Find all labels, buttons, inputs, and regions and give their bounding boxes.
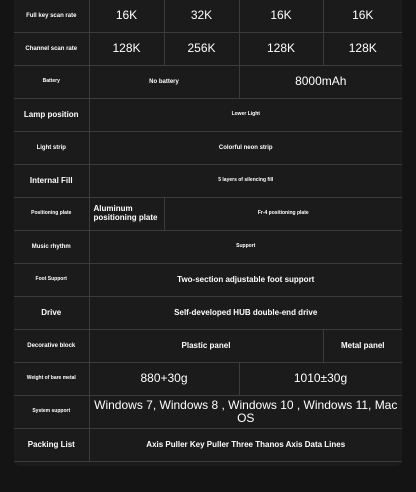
table-row	[14, 363, 402, 396]
row-label: Lamp position	[14, 99, 89, 132]
table-row	[14, 165, 402, 198]
cell-value: 128K	[89, 33, 164, 66]
cell-value: 16K	[89, 0, 164, 33]
cell-value: Aluminum positioning plate	[89, 198, 164, 231]
cell-value: 32K	[164, 0, 239, 33]
cell-value: 128K	[239, 33, 323, 66]
table-row	[14, 429, 402, 462]
row-label: Foot Support	[14, 264, 89, 297]
cell-value: 256K	[164, 33, 239, 66]
table-row	[14, 297, 402, 330]
cell-value: Plastic panel	[89, 330, 323, 363]
table-row	[14, 0, 402, 33]
table-row	[14, 132, 402, 165]
cell-value: Axis Puller Key Puller Three Thanos Axis Data Lines	[89, 429, 402, 462]
cell-value: 8000mAh	[239, 66, 402, 99]
row-label: Full key scan rate	[14, 0, 89, 33]
cell-value: 128K	[323, 33, 402, 66]
spec-panel	[14, 0, 402, 466]
table-row	[14, 99, 402, 132]
cell-value: Lower Light	[89, 99, 402, 132]
cell-value: 1010±30g	[239, 363, 402, 396]
cell-value: 880+30g	[89, 363, 239, 396]
row-label: Internal Fill	[14, 165, 89, 198]
table-row	[14, 33, 402, 66]
table-row	[14, 66, 402, 99]
cell-value: Support	[89, 231, 402, 264]
cell-value: No battery	[89, 66, 239, 99]
cell-value: 5 layers of silencing fill	[89, 165, 402, 198]
row-label: System support	[14, 396, 89, 429]
row-label: Light strip	[14, 132, 89, 165]
row-label: Weight of bare metal	[14, 363, 89, 396]
table-row	[14, 198, 402, 231]
row-label: Positioning plate	[14, 198, 89, 231]
row-label: Packing List	[14, 429, 89, 462]
table-row	[14, 231, 402, 264]
table-row	[14, 396, 402, 429]
row-label: Decorative block	[14, 330, 89, 363]
cell-value: Two-section adjustable foot support	[89, 264, 402, 297]
row-label: Channel scan rate	[14, 33, 89, 66]
spec-table	[14, 0, 402, 462]
row-label: Drive	[14, 297, 89, 330]
row-label: Music rhythm	[14, 231, 89, 264]
cell-value: 16K	[239, 0, 323, 33]
table-row	[14, 330, 402, 363]
cell-value: Windows 7, Windows 8 , Windows 10 , Windows 11, Mac OS	[89, 396, 402, 429]
cell-value: Fr-4 positioning plate	[164, 198, 402, 231]
table-row	[14, 264, 402, 297]
cell-value: Self-developed HUB double-end drive	[89, 297, 402, 330]
cell-value: Colorful neon strip	[89, 132, 402, 165]
row-label: Battery	[14, 66, 89, 99]
cell-value: 16K	[323, 0, 402, 33]
cell-value: Metal panel	[323, 330, 402, 363]
